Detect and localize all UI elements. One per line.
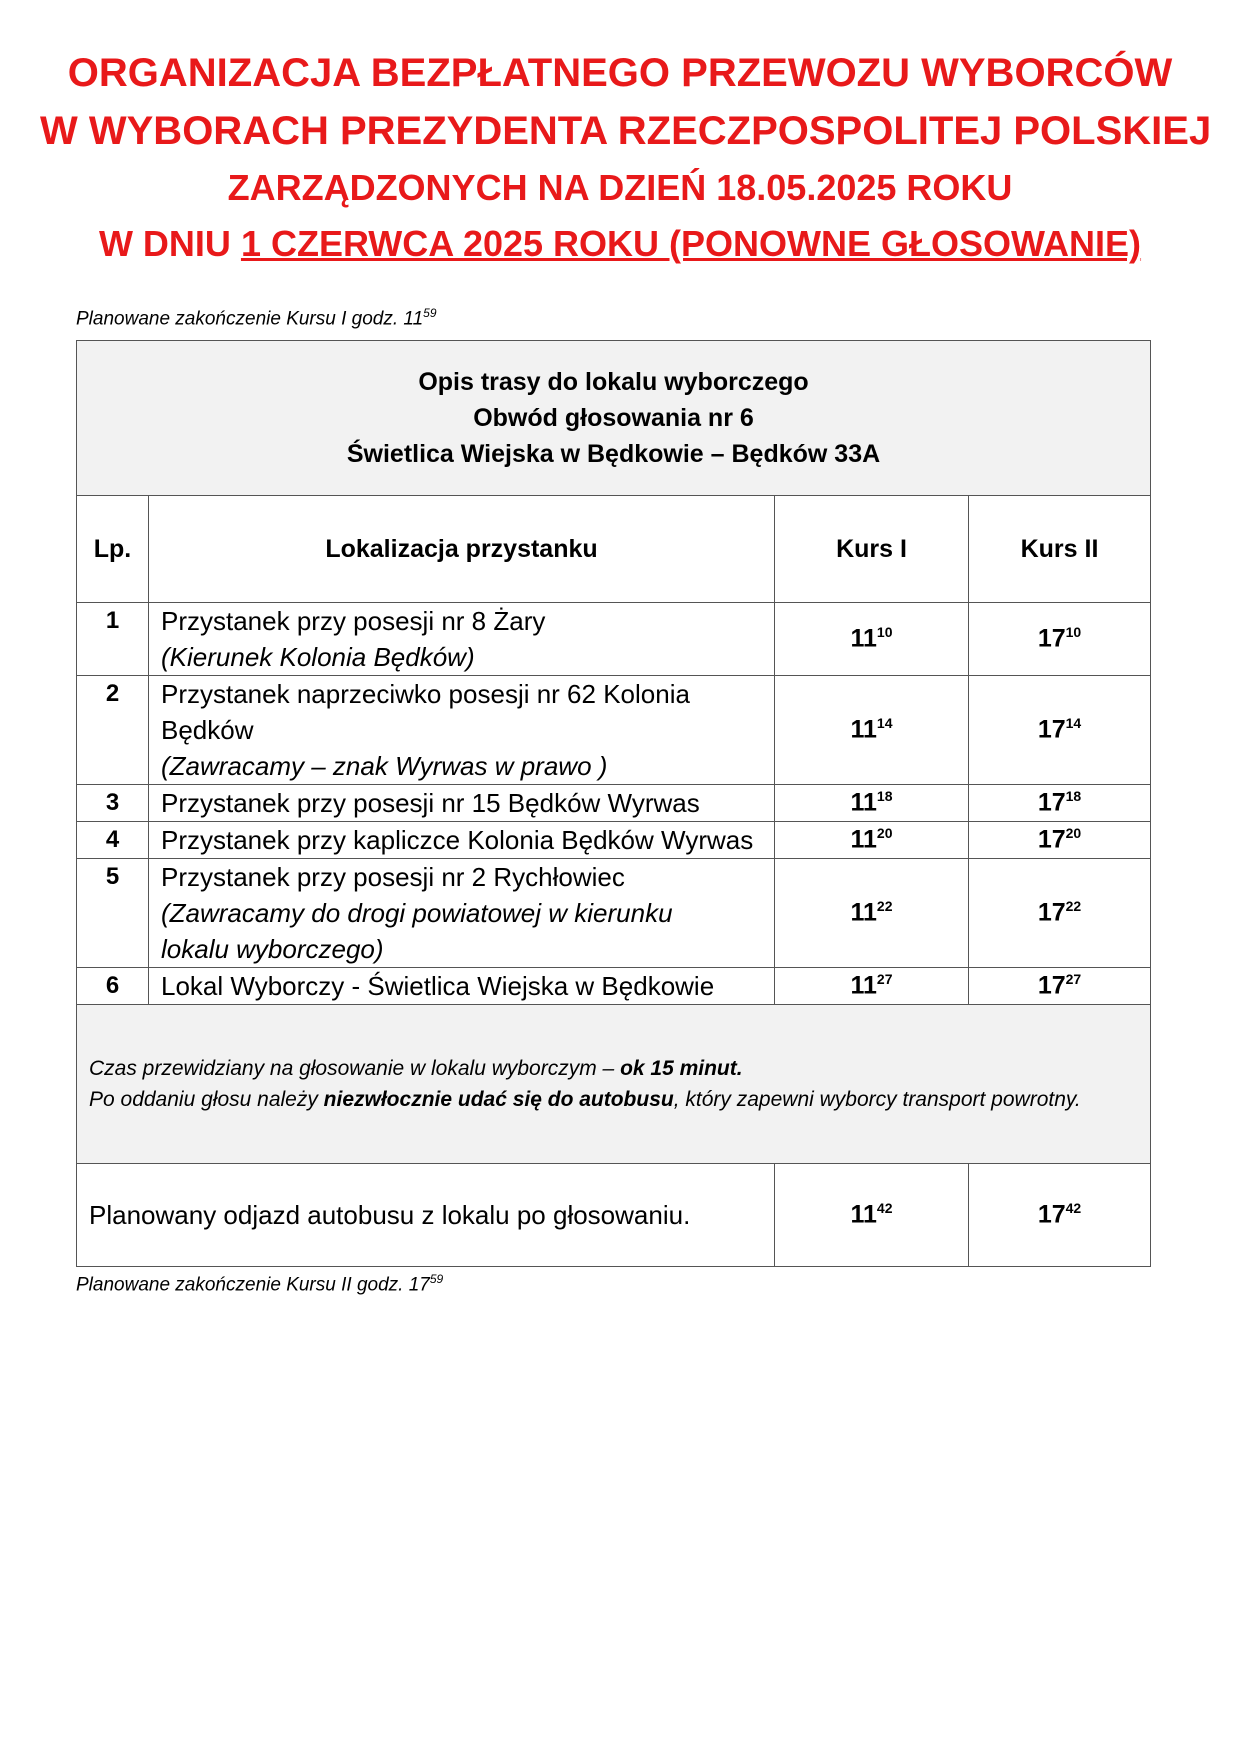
stop-location: [149, 968, 775, 1005]
heading-line-4: [40, 216, 1200, 272]
time-course-1: [775, 968, 969, 1005]
row-number: 6: [77, 968, 149, 1005]
departure-time-course-1: [775, 1164, 969, 1267]
voting-time-note: [89, 1053, 1138, 1084]
table-row: [77, 676, 1151, 785]
time-minutes: 10: [1065, 624, 1082, 641]
return-instruction-emphasis: niezwłocznie udać się do autobusu: [323, 1088, 674, 1111]
time-course-1: [775, 603, 969, 676]
note-end-course-1-text: Planowane zakończenie Kursu I godz. 11: [76, 308, 424, 330]
voting-time-duration: ok 15 minut.: [620, 1057, 743, 1080]
stop-location: [149, 603, 775, 676]
heading-line-1: ORGANIZACJA BEZPŁATNEGO PRZEWOZU WYBORCÓW: [67, 51, 1173, 95]
departure-label: Planowany odjazd autobusu z lokalu po głosowaniu.: [77, 1164, 775, 1267]
row-number: 2: [77, 676, 149, 785]
time-minutes: 14: [876, 715, 893, 732]
time-hour: 17: [1037, 1200, 1066, 1229]
time-hour: 11: [850, 1200, 877, 1229]
info-row: [77, 1005, 1151, 1164]
time-minutes: 20: [876, 825, 893, 842]
column-header-course-2: Kurs II: [969, 496, 1151, 603]
note-end-course-2: [76, 1272, 443, 1296]
stop-direction-note-continued: lokalu wyborczego): [161, 934, 384, 964]
column-header-row: [77, 496, 1151, 603]
table-title-line-1: Opis trasy do lokalu wyborczego: [418, 368, 809, 396]
table-row: [77, 785, 1151, 822]
time-course-1: [775, 822, 969, 859]
time-hour: 11: [850, 624, 877, 653]
time-minutes: 18: [1065, 788, 1082, 805]
table-row: [77, 822, 1151, 859]
voting-time-text: Czas przewidziany na głosowanie w lokalu wyborczym –: [89, 1057, 621, 1080]
time-course-2: [969, 603, 1151, 676]
time-minutes: 14: [1065, 715, 1082, 732]
stop-location: [149, 822, 775, 859]
time-course-2: [969, 822, 1151, 859]
time-minutes: 22: [876, 898, 893, 915]
stop-direction-note: (Zawracamy do drogi powiatowej w kierunku: [161, 898, 673, 928]
time-hour: 17: [1037, 715, 1066, 744]
stop-name: Przystanek naprzeciwko posesji nr 62 Kolonia: [161, 679, 690, 709]
row-number: 3: [77, 785, 149, 822]
time-hour: 17: [1037, 825, 1066, 854]
time-minutes: 22: [1065, 898, 1082, 915]
heading-line-3: ZARZĄDZONYCH NA DZIEŃ 18.05.2025 ROKU: [227, 167, 1013, 208]
time-minutes: 27: [876, 971, 893, 988]
heading-line-2: W WYBORACH PREZYDENTA RZECZPOSPOLITEJ POLSKIEJ: [40, 109, 1212, 153]
time-hour: 17: [1037, 898, 1066, 927]
stop-name-continued: Będków: [161, 715, 254, 745]
stop-direction-note: (Kierunek Kolonia Będków): [161, 642, 475, 672]
time-course-1: [775, 676, 969, 785]
table-row: [77, 859, 1151, 968]
time-minutes: 42: [1065, 1200, 1082, 1217]
time-course-2: [969, 859, 1151, 968]
time-minutes: 18: [876, 788, 893, 805]
heading-line-4-date: 1 CZERWCA 2025 ROKU (PONOWNE GŁOSOWANIE): [240, 223, 1142, 264]
document-heading: [40, 44, 1212, 272]
heading-line-4-prefix: W DNIU: [98, 223, 241, 264]
note-end-course-1-minutes: 59: [423, 306, 437, 320]
table-row: [77, 603, 1151, 676]
stop-name: Przystanek przy posesji nr 2 Rychłowiec: [161, 862, 625, 892]
time-minutes: 10: [876, 624, 893, 641]
time-minutes: 42: [876, 1200, 893, 1217]
table-title: [77, 341, 1151, 496]
table-title-line-3: Świetlica Wiejska w Będkowie – Będków 33A: [346, 440, 881, 468]
time-hour: 17: [1037, 971, 1066, 1000]
column-header-course-1: Kurs I: [775, 496, 969, 603]
time-hour: 17: [1037, 788, 1066, 817]
time-course-2: [969, 785, 1151, 822]
table-title-row: [77, 341, 1151, 496]
departure-row: [77, 1164, 1151, 1267]
column-header-location: Lokalizacja przystanku: [149, 496, 775, 603]
time-hour: 11: [850, 825, 877, 854]
time-minutes: 27: [1065, 971, 1082, 988]
return-instruction: [89, 1084, 1138, 1115]
stop-name: Przystanek przy posesji nr 8 Żary: [161, 606, 546, 636]
stop-location: [149, 676, 775, 785]
voting-info: [77, 1005, 1151, 1164]
time-hour: 11: [850, 898, 877, 927]
stop-name: Przystanek przy kapliczce Kolonia Będków Wyrwas: [161, 825, 754, 855]
return-instruction-text: Po oddaniu głosu należy: [89, 1088, 324, 1111]
time-hour: 11: [850, 715, 877, 744]
row-number: 4: [77, 822, 149, 859]
note-end-course-2-minutes: 59: [429, 1272, 444, 1286]
stop-location: [149, 859, 775, 968]
column-header-lp: Lp.: [77, 496, 149, 603]
time-minutes: 20: [1065, 825, 1082, 842]
table-title-line-2: Obwód głosowania nr 6: [473, 404, 754, 432]
time-hour: 11: [850, 788, 877, 817]
time-course-2: [969, 676, 1151, 785]
return-instruction-rest: , który zapewni wyborcy transport powrotny.: [673, 1088, 1081, 1111]
time-hour: 11: [850, 971, 877, 1000]
table-row: [77, 968, 1151, 1005]
stop-direction-note: (Zawracamy – znak Wyrwas w prawo ): [161, 751, 608, 781]
time-hour: 17: [1037, 624, 1066, 653]
route-table: [76, 340, 1151, 1267]
stop-location: [149, 785, 775, 822]
row-number: 5: [77, 859, 149, 968]
time-course-1: [775, 785, 969, 822]
stop-name: Przystanek przy posesji nr 15 Będków Wyrwas: [161, 788, 700, 818]
row-number: 1: [77, 603, 149, 676]
note-end-course-1: [76, 306, 437, 330]
note-end-course-2-text: Planowane zakończenie Kursu II godz. 17: [76, 1274, 430, 1296]
time-course-1: [775, 859, 969, 968]
time-course-2: [969, 968, 1151, 1005]
stop-name: Lokal Wyborczy - Świetlica Wiejska w Będkowie: [161, 971, 715, 1001]
departure-time-course-2: [969, 1164, 1151, 1267]
